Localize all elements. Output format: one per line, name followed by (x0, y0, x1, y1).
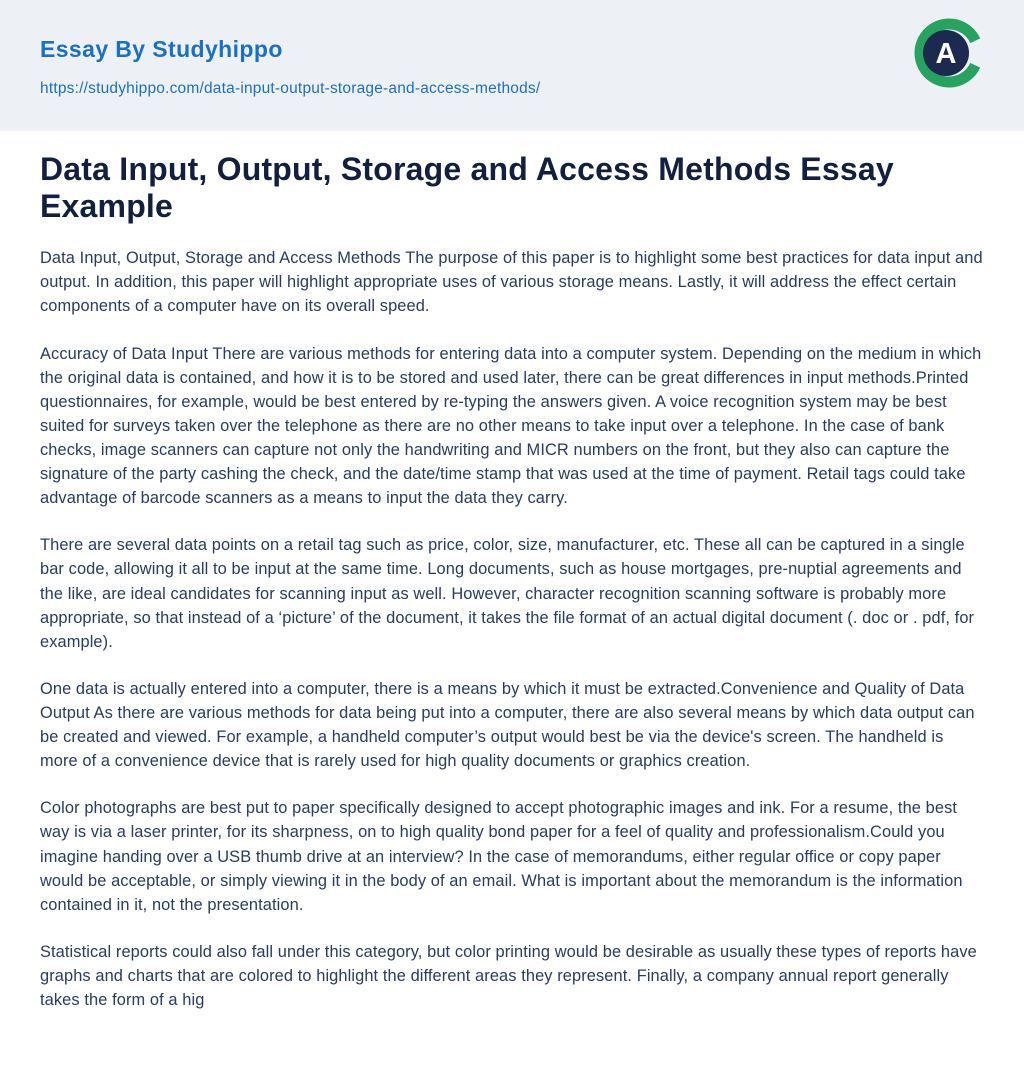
essay-paragraph: Accuracy of Data Input There are various methods for entering data into a computer system. Depending on the medium in which the original data is contained, and how it is to be stored and used later, there can be great differences in input methods.Printed questionnaires, for example, would be best entered by re-typing the answers given. A voice recognition system may be best suited for surveys taken over the telephone as there are no other means to take input over a telephone. In the case of bank checks, image scanners can capture not only the handwriting and MICR numbers on the front, but they also can capture the signature of the party cashing the check, and the date/time stamp that was used at the time of payment. Retail tags could take advantage of barcode scanners as a means to input the data they carry. (40, 344, 982, 508)
source-url-link[interactable]: https://studyhippo.com/data-input-output-storage-and-access-methods/ (40, 80, 541, 97)
page-header (0, 0, 1024, 131)
studyhippo-logo (913, 17, 985, 89)
studyhippo-logo-icon (913, 17, 985, 89)
essay-paragraph: Statistical reports could also fall under this category, but color printing would be desirable as usually these types of reports have graphs and charts that are colored to highlight the different areas they represent. Finally, a company annual report generally takes the form of a hig (40, 942, 977, 1010)
essay-title: Data Input, Output, Storage and Access Methods Essay Example (40, 151, 894, 225)
essay-paragraph: There are several data points on a retail tag such as price, color, size, manufacturer, etc. These all can be captured in a single bar code, allowing it all to be input at the same time. Long documents, such as house mortgages, pre-nuptial agreements and the like, are ideal candidates for scanning input as well. However, character recognition scanning software is probably more appropriate, so that instead of a ‘picture’ of the document, it takes the file format of an actual digital document (. doc or . pdf, for example). (40, 536, 975, 651)
brand-heading: Essay By Studyhippo (40, 36, 283, 62)
article-body (40, 246, 984, 1012)
essay-content (0, 131, 1024, 1065)
essay-paragraph: One data is actually entered into a computer, there is a means by which it must be extracted.Convenience and Quality of Data Output As there are various methods for data being put into a computer, there are also several means by which data output can be created and viewed. For example, a handheld computer’s output would best be via the device's screen. The handheld is more of a convenience device that is rarely used for high quality documents or graphics creation. (40, 679, 975, 771)
essay-paragraph: Color photographs are best put to paper specifically designed to accept photographic images and ink. For a resume, the best way is via a laser printer, for its sharpness, on to high quality bond paper for a feel of quality and professionalism.Could you imagine handing over a USB thumb drive at an interview? In the case of memorandums, either regular office or copy paper would be acceptable, or simply viewing it in the body of an email. What is important about the memorandum is the information contained in it, not the presentation. (40, 799, 963, 914)
essay-paragraph: Data Input, Output, Storage and Access Methods The purpose of this paper is to highlight some best practices for data input and output. In addition, this paper will highlight appropriate uses of various storage means. Lastly, it will address the effect certain components of a computer have on its overall speed. (40, 249, 983, 316)
logo-letter: A (935, 38, 957, 70)
